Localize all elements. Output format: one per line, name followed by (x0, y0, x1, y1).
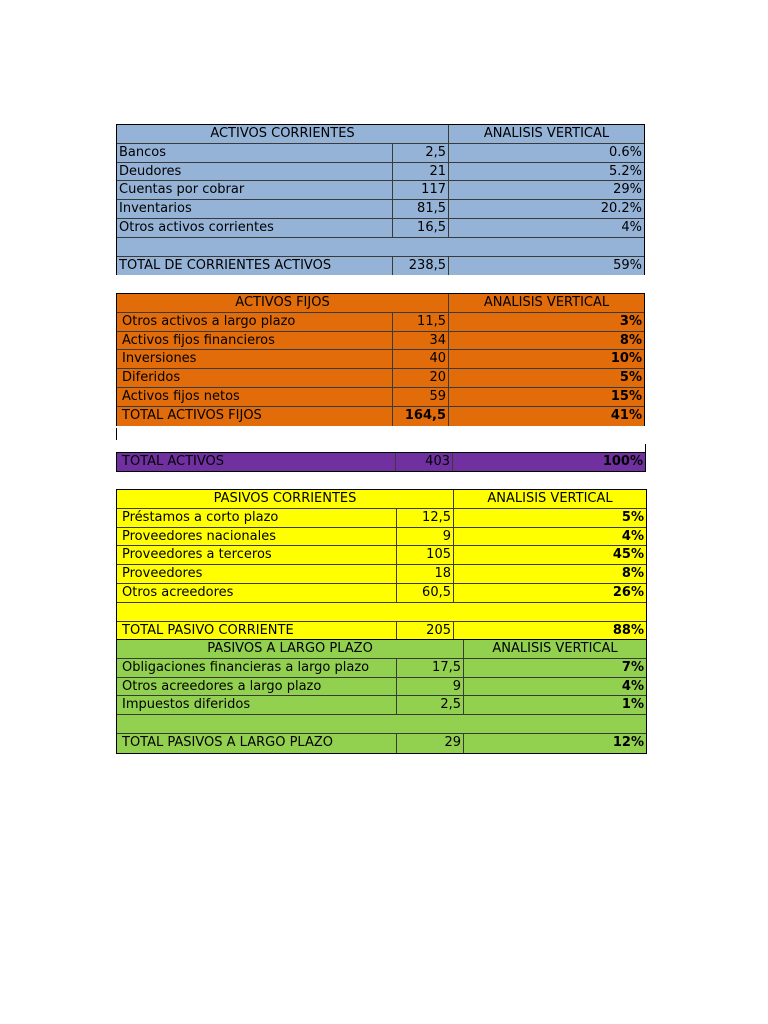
total-pct: 41% (610, 407, 642, 423)
row-label: Inventarios (117, 200, 393, 218)
row-label: Cuentas por cobrar (117, 181, 393, 199)
total-pct: 88% (612, 622, 644, 638)
row-label: Obligaciones financieras a largo plazo (117, 659, 397, 677)
spacer-row (117, 603, 646, 622)
row-value: 2,5 (393, 144, 449, 162)
row-label: Otros activos a largo plazo (117, 313, 393, 331)
row-pct: 4% (621, 678, 644, 694)
row-label: Activos fijos financieros (117, 332, 393, 350)
activos-fijos-table (116, 293, 645, 426)
total-activos-row (116, 452, 646, 472)
row-pct: 5.2% (608, 163, 642, 179)
row-pct: 26% (612, 584, 644, 600)
total-value: 164,5 (393, 407, 449, 426)
row-label: Otros acreedores (117, 584, 397, 602)
row-pct: 15% (610, 388, 642, 404)
row-pct: 4% (621, 219, 642, 235)
total-label: TOTAL DE CORRIENTES ACTIVOS (117, 257, 393, 276)
pasivos-corrientes-av-header: ANALISIS VERTICAL (487, 491, 613, 506)
row-value: 2,5 (397, 696, 464, 714)
row-pct: 3% (619, 313, 642, 329)
activos-fijos-header: ACTIVOS FIJOS (117, 294, 449, 312)
row-label: Préstamos a corto plazo (117, 509, 397, 527)
row-value: 59 (393, 388, 449, 406)
pasivos-largo-plazo-av-header: ANALISIS VERTICAL (492, 641, 618, 656)
row-label: Deudores (117, 163, 393, 181)
row-value: 81,5 (393, 200, 449, 218)
total-activos-pct: 100% (602, 454, 643, 469)
pasivos-largo-plazo-table (116, 639, 647, 754)
row-value: 105 (397, 546, 454, 564)
row-label: Otros acreedores a largo plazo (117, 678, 397, 696)
row-value: 40 (393, 350, 449, 368)
row-pct: 7% (621, 659, 644, 675)
row-value: 9 (397, 528, 454, 546)
row-pct: 10% (610, 351, 642, 367)
divider-left (116, 428, 117, 440)
row-pct: 45% (612, 547, 644, 563)
total-label: TOTAL ACTIVOS FIJOS (117, 407, 393, 426)
divider-right (645, 444, 646, 452)
row-pct: 20.2% (600, 201, 642, 217)
activos-corrientes-header: ACTIVOS CORRIENTES (117, 125, 449, 143)
spacer-row (117, 715, 646, 734)
row-value: 11,5 (393, 313, 449, 331)
total-value: 238,5 (393, 257, 449, 276)
row-label: Diferidos (117, 369, 393, 387)
row-label: Bancos (117, 144, 393, 162)
total-pct: 12% (612, 734, 644, 750)
pasivos-corrientes-header: PASIVOS CORRIENTES (117, 490, 454, 508)
row-pct: 5% (621, 509, 644, 525)
activos-corrientes-table (116, 124, 645, 275)
row-label: Proveedores nacionales (117, 528, 397, 546)
row-pct: 5% (619, 370, 642, 386)
total-activos-label: TOTAL ACTIVOS (117, 453, 396, 471)
row-pct: 4% (621, 528, 644, 544)
total-value: 205 (397, 622, 454, 641)
spacer-row (117, 238, 644, 257)
row-value: 17,5 (397, 659, 464, 677)
row-value: 20 (393, 369, 449, 387)
activos-corrientes-av-header: ANALISIS VERTICAL (483, 126, 610, 141)
row-label: Otros activos corrientes (117, 219, 393, 237)
pasivos-largo-plazo-header: PASIVOS A LARGO PLAZO (117, 640, 464, 658)
row-label: Impuestos diferidos (117, 696, 397, 714)
row-value: 21 (393, 163, 449, 181)
row-pct: 1% (621, 697, 644, 713)
row-value: 34 (393, 332, 449, 350)
total-pct: 59% (613, 257, 642, 273)
row-value: 9 (397, 678, 464, 696)
row-value: 16,5 (393, 219, 449, 237)
row-pct: 8% (621, 566, 644, 582)
row-label: Inversiones (117, 350, 393, 368)
row-value: 117 (393, 181, 449, 199)
row-label: Proveedores (117, 565, 397, 583)
activos-fijos-av-header: ANALISIS VERTICAL (483, 295, 610, 310)
row-value: 18 (397, 565, 454, 583)
row-value: 12,5 (397, 509, 454, 527)
row-value: 60,5 (397, 584, 454, 602)
row-label: Activos fijos netos (117, 388, 393, 406)
pasivos-corrientes-table (116, 489, 647, 640)
total-label: TOTAL PASIVO CORRIENTE (117, 622, 397, 641)
row-pct: 0.6% (608, 144, 642, 160)
total-label: TOTAL PASIVOS A LARGO PLAZO (117, 734, 397, 753)
row-label: Proveedores a terceros (117, 546, 397, 564)
row-pct: 8% (619, 332, 642, 348)
total-activos-value: 403 (396, 453, 453, 471)
row-pct: 29% (613, 182, 642, 198)
total-value: 29 (397, 734, 464, 753)
